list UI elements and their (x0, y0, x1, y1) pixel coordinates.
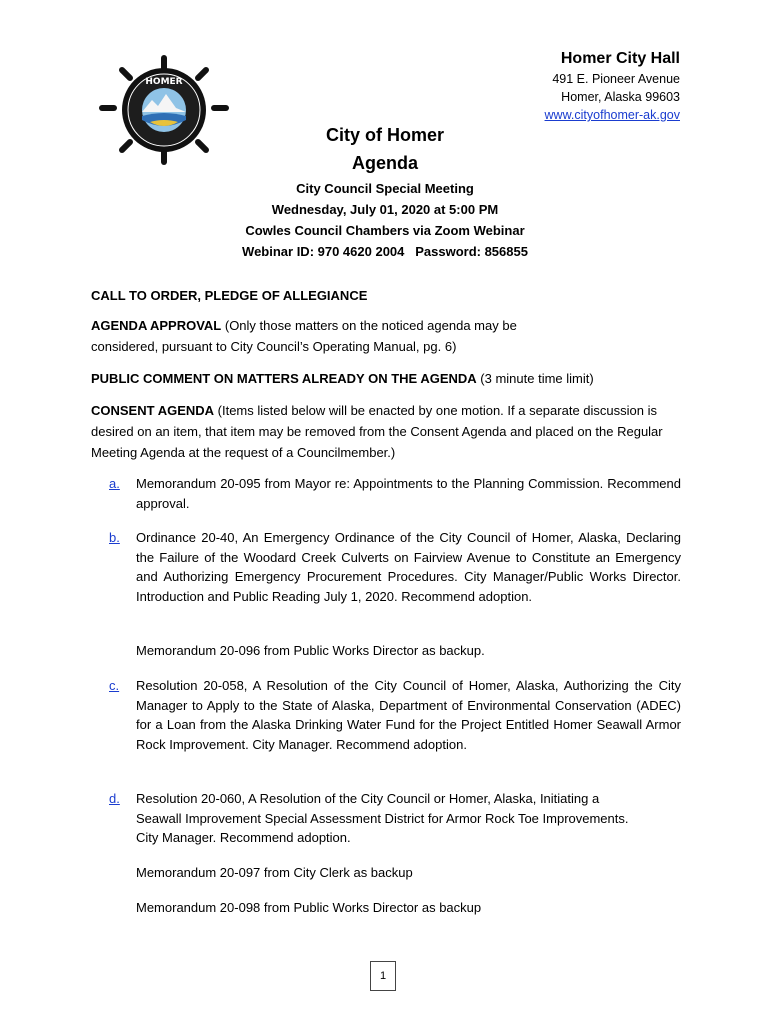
webinar-info: Webinar ID: 970 4620 2004 Password: 856855 (242, 244, 528, 259)
public-comment-section (91, 368, 681, 389)
hall-name: Homer City Hall (560, 50, 680, 67)
item-text: Resolution 20-060, A Resolution of the City Council or Homer, Alaska, Initiating a Seawall Improvement Special Assessment District for Armor Rock Toe Improvements. City Manager. Recommend adoption. (136, 791, 629, 845)
item-letter-link[interactable]: a. (109, 476, 120, 491)
call-to-order-heading: CALL TO ORDER, PLEDGE OF ALLEGIANCE (91, 288, 368, 303)
document-subtitle: Agenda (351, 153, 418, 173)
agenda-item-c (91, 676, 681, 754)
svg-text:HOMER: HOMER (145, 77, 183, 87)
item-text: Ordinance 20-40, An Emergency Ordinance of the City Council of Homer, Alaska, Declaring the Failure of the Woodard Creek Culverts on Fairview Avenue to Constitute an Emergency and Authorizing Emergency Procurement Procedures. City Manager/Public Works Director. Introduction and Public Reading July 1, 2020. Recommend adoption. (136, 530, 681, 604)
consent-agenda-section (91, 400, 681, 463)
public-comment-label: PUBLIC COMMENT ON MATTERS ALREADY ON THE AGENDA (91, 371, 477, 386)
item-letter-link[interactable]: d. (109, 791, 120, 806)
memo-backup-b: Memorandum 20-096 from Public Works Director as backup. (136, 643, 485, 658)
website-link[interactable]: www.cityofhomer-ak.gov (544, 108, 680, 122)
city-seal-logo (98, 54, 230, 166)
address-line-1: 491 E. Pioneer Avenue (552, 72, 680, 86)
meeting-datetime: Wednesday, July 01, 2020 at 5:00 PM (271, 202, 499, 217)
item-text: Memorandum 20-095 from Mayor re: Appointments to the Planning Commission. Recommend approval. (136, 476, 681, 511)
consent-agenda-label: CONSENT AGENDA (91, 403, 215, 418)
meeting-type: City Council Special Meeting (296, 181, 474, 196)
page-number: 1 (370, 961, 396, 991)
agenda-approval-text: (Only those matters on the noticed agenda may be considered, pursuant to City Council’s Operating Manual, pg. 6) (91, 318, 517, 354)
public-comment-text: (3 minute time limit) (476, 371, 594, 386)
agenda-approval-section (91, 315, 571, 357)
agenda-item-d (91, 789, 681, 848)
agenda-item-a (91, 474, 681, 513)
city-hall-address-block (545, 48, 680, 124)
document-title: City of Homer (325, 125, 444, 145)
agenda-approval-label: AGENDA APPROVAL (91, 318, 222, 333)
address-line-2: Homer, Alaska 99603 (561, 90, 680, 104)
item-letter-link[interactable]: c. (109, 678, 120, 693)
consent-agenda-text: (Items listed below will be enacted by one motion. If a separate discussion is desired on an item, that item may be removed from the Consent Agenda and placed on the Regular Meeting Agenda at the request of a Councilmember.) (91, 403, 663, 460)
agenda-item-b (91, 528, 681, 606)
memo-backup-d-2: Memorandum 20-098 from Public Works Director as backup (136, 900, 482, 915)
city-of-homer-seal-icon (98, 54, 230, 166)
item-letter-link[interactable]: b. (109, 530, 120, 545)
meeting-location: Cowles Council Chambers via Zoom Webinar (245, 223, 525, 238)
memo-backup-d-1: Memorandum 20-097 from City Clerk as backup (136, 865, 413, 880)
item-text: Resolution 20-058, A Resolution of the City Council of Homer, Alaska, Authorizing the City Manager to Apply to the State of Alaska, Department of Environmental Conservation (ADEC) for a Loan from the Alaska Drinking Water Fund for the Project Entitled Homer Seawall Armor Rock Improvement. City Manager. Recommend adoption. (136, 678, 681, 752)
